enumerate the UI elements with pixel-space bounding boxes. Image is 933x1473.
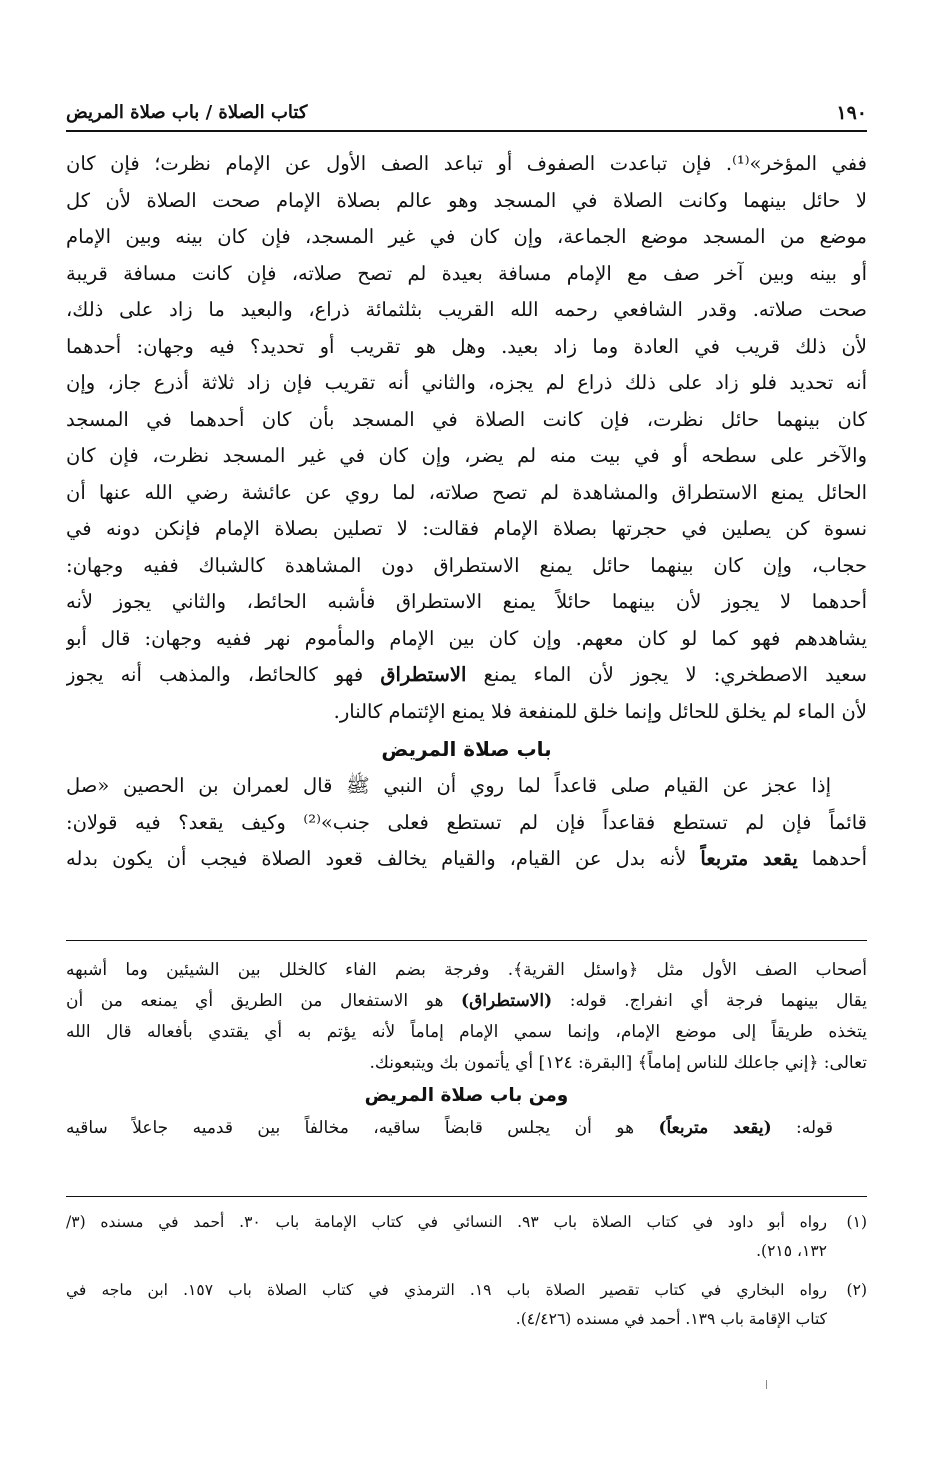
bold-term: يقعد متربعاً	[700, 847, 798, 870]
text-run: قوله:	[771, 1118, 833, 1138]
footnote-line: رواه أبو داود في كتاب الصلاة باب ٩٣. النسائي في كتاب الإمامة باب ٣٠. أحمد في مسنده (٣/	[66, 1213, 827, 1231]
text-line: يشاهدهم فهو كما لو كان معهم. وإن كان بين الإمام والمأموم نهر ففيه وجهان: قال أبو	[66, 626, 867, 650]
text-line: إذا عجز عن القيام صلى قاعداً لما روي أن النبي ﷺ قال لعمران بن الحصين «صل	[66, 774, 831, 797]
section-heading: باب صلاة المريض	[381, 737, 552, 761]
text-line	[66, 657, 867, 694]
paragraph-end-line: لأن الماء لم يخلق للحائل وإنما خلق للمنفعة فلا يمنع الإئتمام كالنار.	[333, 699, 867, 723]
bold-term: (يقعد متربعاً)	[658, 1118, 772, 1138]
main-text	[66, 146, 867, 878]
text-run: فهو كالحائط، والمذهب أنه يجوز	[66, 663, 381, 686]
commentary-line: أصحاب الصف الأول مثل ﴿واسئل القرية﴾. وفرجة بضم الفاء كالخلل بين الشيئين وما أشبهه	[66, 960, 867, 980]
text-line	[66, 841, 867, 878]
footnote-line: ١٣٢، ٢١٥).	[756, 1242, 827, 1260]
bold-term: الاستطراق	[380, 663, 467, 686]
text-line: أنه تحديد فلو زاد على ذلك ذراع لم يجزه، والثاني أنه تقريب فإن زاد ثلاثة أذرع جاز، وإن	[66, 371, 867, 394]
text-run: يقال بينهما فرجة أي انفراج. قوله:	[552, 991, 867, 1011]
text-line: نسوة كن يصلين في حجرتها بصلاة الإمام فقالت: لا تصلين بصلاة الإمام فإنكن دونه في	[66, 517, 867, 540]
footnote-line: رواه البخاري في كتاب تقصير الصلاة باب ١٩. الترمذي في كتاب الصلاة باب ١٥٧. ابن ماجه في	[66, 1281, 827, 1299]
text-line: أو بينه وبين آخر صف مع الإمام مسافة بعيدة لم تصح صلاته، فإن كانت مسافة قريبة	[66, 261, 867, 285]
text-run: هو الاستفعال من الطريق أي يمنعه من أن	[66, 991, 462, 1011]
text-line: الحائل يمنع الاستطراق والمشاهدة لم تصح صلاته، لما روي عن عائشة رضي الله عنها أن	[66, 480, 867, 504]
running-header	[66, 96, 867, 132]
scan-speck	[766, 1380, 767, 1389]
commentary-line: تعالى: ﴿إني جاعلك للناس إماماً﴾ [البقرة: ١٢٤] أي يأتمون بك ويتبعونك.	[369, 1053, 867, 1073]
commentary-heading: ومن باب صلاة المريض	[364, 1085, 569, 1106]
text-run: لأنه بدل عن القيام، والقيام يخالف قعود الصلاة فيجب أن يكون بدله	[66, 847, 701, 870]
text-line: صحت صلاته. وقدر الشافعي رحمه الله القريب بثلثمائة ذراع، والبعيد ما زاد على ذلك،	[66, 298, 867, 321]
footnote-divider	[66, 1196, 867, 1197]
bold-term: (الاستطراق)	[461, 991, 553, 1011]
text-line: ففي المؤخر»⁽¹⁾. فإن تباعدت الصفوف أو تباعد الصف الأول عن الإمام نظرت؛ فإن كان	[66, 152, 867, 175]
commentary-divider	[66, 940, 867, 941]
footnote	[66, 1276, 867, 1334]
footnote-number: (٢)	[846, 1281, 867, 1299]
footnotes	[66, 1208, 867, 1344]
text-run: هو أن يجلس قابضاً ساقيه، مخالفاً بين قدميه جاعلاً ساقيه	[66, 1118, 659, 1138]
commentary-line: يتخذه طريقاً إلى موضع الإمام، وإنما سمي الإمام إماماً لأنه يؤتم به أي يقتدي بأفعاله قال الله	[66, 1022, 867, 1042]
footnote	[66, 1208, 867, 1266]
text-line: كان بينهما حائل نظرت، فإن كانت الصلاة في المسجد بأن كان أحدهما في المسجد	[66, 407, 867, 431]
text-line: لأن ذلك قريب في العادة وما زاد بعيد. وهل هو تقريب أو تحديد؟ فيه وجهان: أحدهما	[66, 334, 867, 358]
commentary-block	[66, 955, 867, 1144]
commentary-line	[66, 1113, 867, 1144]
book-page	[66, 0, 867, 1473]
text-line: أحدهما لا يجوز لأن بينهما حائلاً يمنع الاستطراق فأشبه الحائط، والثاني يجوز لأنه	[66, 590, 867, 613]
text-line: والآخر على سطحه أو في بيت منه لم يضر، وإن كان في غير المسجد نظرت، فإن كان	[66, 444, 867, 467]
text-line: حجاب، وإن كان بينهما حائل يمنع الاستطراق دون المشاهدة كالشباك ففيه وجهان:	[66, 553, 867, 577]
footnote-line: كتاب الإقامة باب ١٣٩. أحمد في مسنده (٤/٤٢٦).	[515, 1310, 827, 1328]
text-line: قائماً فإن لم تستطع فقاعداً فإن لم تستطع فعلى جنب»⁽²⁾ وكيف يقعد؟ فيه قولان:	[66, 810, 867, 834]
text-line: موضع من المسجد موضع الجماعة، وإن كان في غير المسجد، فإن كان بينه وبين الإمام	[66, 225, 867, 248]
page-number: ١٩٠	[836, 102, 867, 124]
text-run: سعيد الاصطخري: لا يجوز لأن الماء يمنع	[466, 663, 867, 686]
footnote-number: (١)	[846, 1213, 867, 1231]
text-line: لا حائل بينهما وكانت الصلاة في المسجد وهو عالم بصلاة الإمام صحت الصلاة لأن كل	[66, 188, 867, 212]
commentary-line	[66, 986, 867, 1017]
text-run: أحدهما	[797, 847, 867, 870]
running-title: كتاب الصلاة / باب صلاة المريض	[66, 102, 308, 123]
